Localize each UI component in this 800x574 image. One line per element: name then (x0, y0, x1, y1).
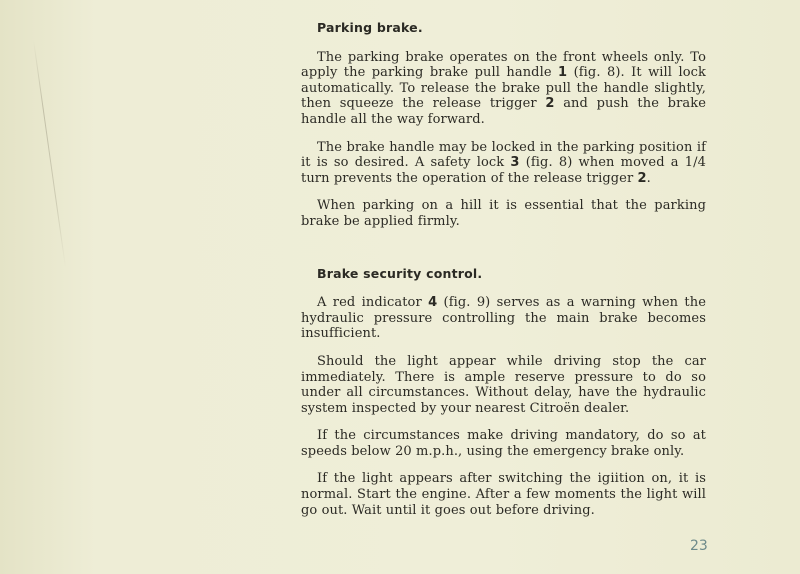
callout-number: 1 (558, 65, 568, 81)
section-title: Parking brake. (317, 20, 423, 35)
callout-number: 4 (428, 295, 438, 311)
text-column (301, 20, 706, 518)
paragraph: The parking brake operates on the front wheels only. To apply the parking brake pull handle 1 (fig. 8). It will lock automatically. To release the brake pull the handle slightly, then squeeze the release trigger 2 and push the brake handle all the way forward. (301, 49, 706, 127)
paragraph: If the circumstances make driving mandatory, do so at speeds below 20 m.p.h., using the emergency brake only. (301, 428, 706, 459)
page-fold-shadow (33, 40, 66, 268)
paragraph: Should the light appear while driving stop the car immediately. There is ample reserve pressure to do so under all circumstances. Without delay, have the hydraulic system inspected by your nearest Citroën dealer. (301, 353, 706, 416)
section-title: Brake security control. (317, 265, 483, 281)
section-parking-brake (301, 20, 706, 230)
callout-number: 2 (545, 96, 555, 112)
page-number: 23 (690, 538, 708, 554)
callout-number: 3 (510, 155, 520, 171)
paragraph: If the light appears after switching the igiition on, it is normal. Start the engine. After a few moments the light will go out. Wait until it goes out before driving. (301, 471, 706, 518)
paragraph: When parking on a hill it is essential that the parking brake be applied firmly. (301, 198, 706, 229)
section-brake-security-control (301, 266, 706, 519)
paragraph: The brake handle may be locked in the parking position if it is so desired. A safety lock 3 (fig. 8) when moved a 1/4 turn prevents the operation of the release trigger 2. (301, 139, 706, 186)
callout-number: 2 (637, 170, 647, 186)
paragraph: A red indicator 4 (fig. 9) serves as a warning when the hydraulic pressure controlling the main brake becomes insufficient. (301, 295, 706, 342)
